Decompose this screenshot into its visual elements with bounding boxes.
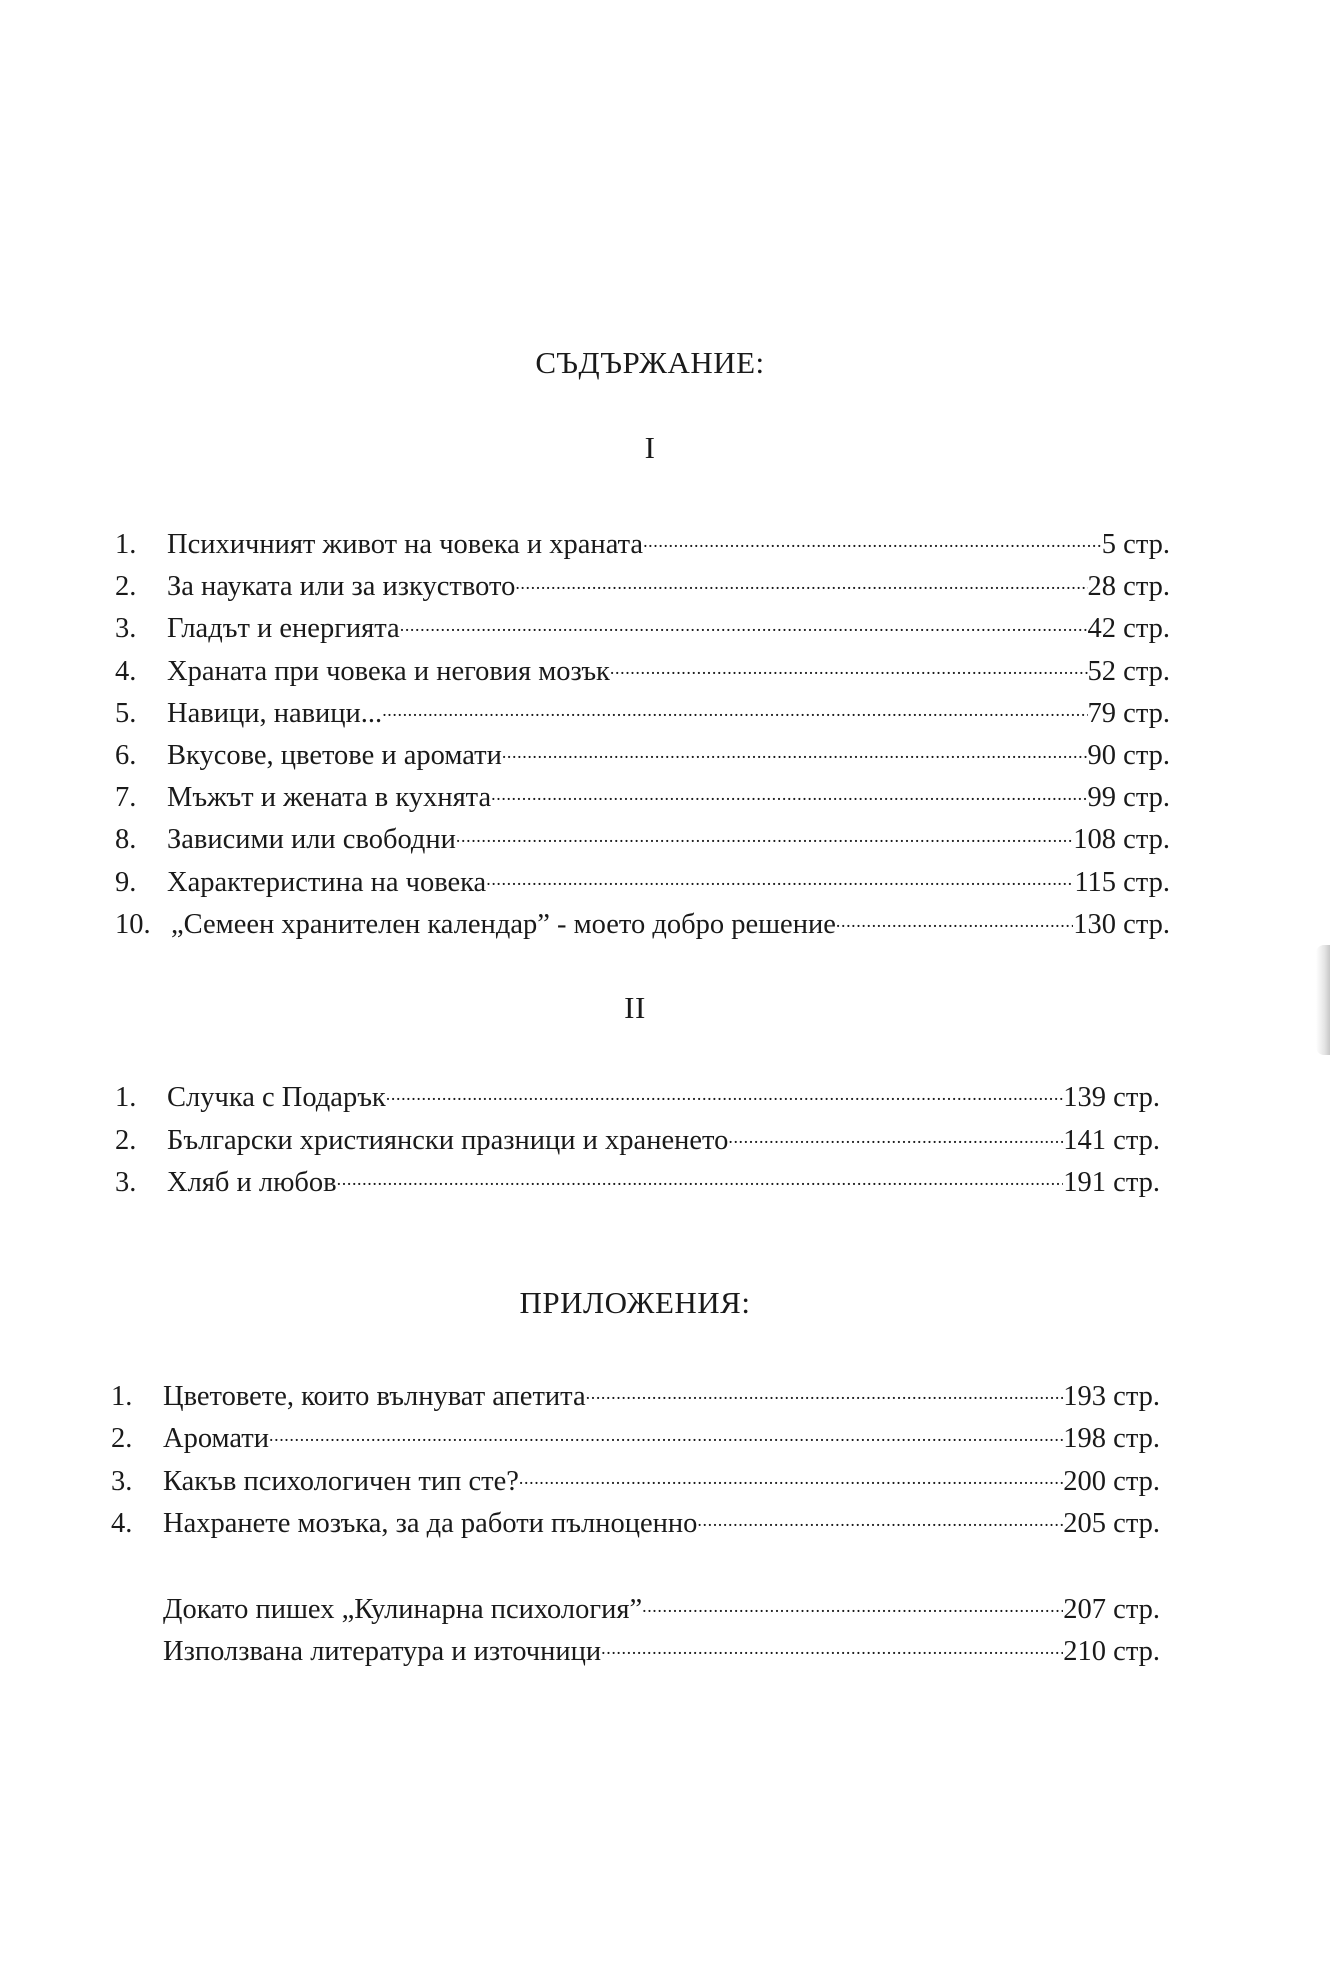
toc-dot-leader	[502, 736, 1088, 764]
toc-dot-leader	[642, 1590, 1063, 1618]
toc-entry-page: 99 стр.	[1087, 782, 1170, 814]
section-1-numeral: I	[644, 430, 656, 465]
toc-entry-title: Хляб и любов	[167, 1167, 337, 1198]
toc-entry-title: Цветовете, които вълнуват апетита	[163, 1381, 586, 1412]
toc-entry-page: 198 стр.	[1063, 1423, 1160, 1455]
appendix-title: ПРИЛОЖЕНИЯ:	[519, 1285, 751, 1320]
toc-entry-page: 42 стр.	[1087, 613, 1170, 645]
toc-entry-title: Храната при човека и неговия мозък	[167, 655, 610, 687]
scan-edge-shadow	[1316, 945, 1330, 1055]
toc-entry	[115, 652, 1170, 692]
toc-entry-number: 2.	[115, 571, 137, 603]
toc-entry-number: 1.	[115, 529, 137, 560]
toc-entry-number: 1.	[111, 1381, 133, 1412]
toc-entry-title: Български християнски празници и храненето	[167, 1124, 729, 1156]
toc-entry-title: Гладът и енергията	[167, 613, 400, 645]
toc-entry-page: 200 стр.	[1063, 1465, 1160, 1497]
toc-entry-title: Аромати	[163, 1423, 269, 1455]
toc-entry	[115, 778, 1170, 818]
toc-dot-leader	[337, 1163, 1064, 1191]
toc-entry-page: 5 стр.	[1101, 529, 1170, 560]
toc-entry-number: 1.	[115, 1082, 137, 1113]
toc-entry	[115, 736, 1170, 776]
toc-entry-page: 79 стр.	[1087, 697, 1170, 729]
toc-dot-leader	[643, 525, 1102, 553]
toc-dot-leader	[491, 778, 1087, 806]
toc-entry	[111, 1590, 1160, 1630]
toc-dot-leader	[386, 1078, 1064, 1106]
toc-entry	[111, 1632, 1160, 1672]
toc-entry-number: 9.	[115, 866, 137, 898]
toc-dot-leader	[601, 1632, 1063, 1660]
toc-entry-page: 207 стр.	[1063, 1594, 1160, 1625]
toc-entry-number: 4.	[115, 655, 137, 687]
toc-dot-leader	[728, 1121, 1063, 1149]
toc-entry-page: 210 стр.	[1063, 1636, 1160, 1667]
toc-dot-leader	[836, 905, 1073, 933]
toc-entry	[115, 820, 1170, 860]
toc-entry-title: „Семеен хранителен календар” - моето добро решение	[171, 908, 836, 940]
toc-entry-number: 3.	[115, 1167, 137, 1198]
toc-entry	[115, 905, 1170, 945]
toc-entry	[115, 1121, 1160, 1161]
toc-entry	[111, 1419, 1160, 1459]
toc-entry-page: 139 стр.	[1063, 1082, 1160, 1113]
toc-dot-leader	[456, 820, 1073, 848]
toc-entry	[115, 1078, 1160, 1118]
toc-entry-number: 4.	[111, 1507, 133, 1539]
toc-dot-leader	[400, 609, 1088, 637]
toc-dot-leader	[586, 1377, 1064, 1405]
toc-dot-leader	[515, 567, 1087, 595]
toc-entry-page: 90 стр.	[1087, 740, 1170, 771]
toc-entry-title: Нахранете мозъка, за да работи пълноценно	[163, 1507, 698, 1539]
toc-entry-title: Навици, навици...	[167, 697, 383, 729]
page-title: СЪДЪРЖАНИЕ:	[535, 345, 765, 380]
toc-entry-number: 5.	[115, 697, 137, 729]
toc-entry-number: 3.	[111, 1465, 133, 1497]
toc-entry-title: Зависими или свободни	[167, 824, 456, 856]
toc-entry-page: 28 стр.	[1087, 571, 1170, 603]
toc-entry	[115, 525, 1170, 565]
toc-entry-title: Какъв психологичен тип сте?	[163, 1465, 519, 1497]
toc-entry-page: 52 стр.	[1087, 655, 1170, 687]
toc-entry	[115, 694, 1170, 734]
toc-entry-title: За науката или за изкуството	[167, 571, 516, 603]
toc-entry-number: 6.	[115, 740, 137, 771]
toc-entry-title: Докато пишех „Кулинарна психология”	[163, 1594, 643, 1625]
toc-entry	[115, 1163, 1160, 1203]
toc-entry-title: Характеристина на човека	[167, 866, 487, 898]
toc-entry-number: 8.	[115, 824, 137, 856]
toc-entry	[111, 1462, 1160, 1502]
toc-entry-page: 141 стр.	[1063, 1124, 1160, 1156]
toc-dot-leader	[697, 1504, 1063, 1532]
toc-dot-leader	[486, 863, 1074, 891]
toc-entry	[111, 1504, 1160, 1544]
toc-entry-number: 2.	[111, 1423, 133, 1455]
toc-entry-page: 115 стр.	[1074, 866, 1170, 898]
toc-entry	[115, 863, 1170, 903]
toc-entry-title: Мъжът и жената в кухнята	[167, 782, 492, 814]
toc-entry-page: 193 стр.	[1063, 1381, 1160, 1412]
toc-entry	[115, 567, 1170, 607]
toc-entry-number: 2.	[115, 1124, 137, 1156]
toc-dot-leader	[382, 694, 1087, 722]
toc-entry-number: 10.	[115, 908, 151, 940]
section-2-numeral: II	[624, 990, 646, 1025]
toc-entry-page: 130 стр.	[1073, 908, 1170, 940]
toc-dot-leader	[610, 652, 1088, 680]
toc-entry-title: Използвана литература и източници	[163, 1636, 602, 1667]
toc-entry-page: 191 стр.	[1063, 1167, 1160, 1198]
toc-dot-leader	[519, 1462, 1063, 1490]
toc-entry	[115, 609, 1170, 649]
toc-dot-leader	[269, 1419, 1063, 1447]
toc-entry-title: Вкусове, цветове и аромати	[167, 740, 502, 771]
toc-entry-number: 3.	[115, 613, 137, 645]
toc-entry-page: 205 стр.	[1063, 1507, 1160, 1539]
toc-entry	[111, 1377, 1160, 1417]
toc-entry-title: Психичният живот на човека и храната	[167, 529, 644, 560]
toc-entry-page: 108 стр.	[1073, 824, 1170, 856]
toc-entry-title: Случка с Подарък	[167, 1082, 386, 1113]
toc-entry-number: 7.	[115, 782, 137, 814]
